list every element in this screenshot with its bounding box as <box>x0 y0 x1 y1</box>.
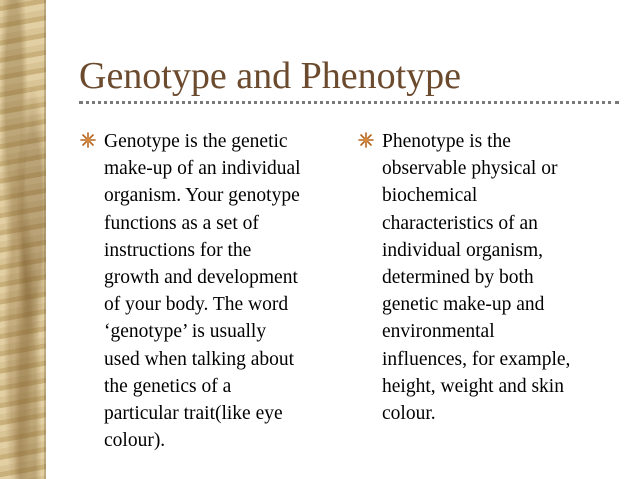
text-line: environmental <box>382 321 495 343</box>
text-line: colour). <box>104 430 166 452</box>
text-line: observable physical or <box>382 158 558 180</box>
text-line: colour. <box>382 403 436 425</box>
phenotype-text-block <box>382 128 622 427</box>
text-line: ‘genotype’ is usually <box>104 321 267 343</box>
text-line: influences, for example, <box>382 348 571 370</box>
text-line: the genetics of a <box>104 375 232 397</box>
text-line: determined by both <box>382 267 534 289</box>
slide-title: Genotype and Phenotype <box>79 55 462 97</box>
text-line: individual organism, <box>382 239 544 261</box>
text-line: particular trait(like eye <box>104 403 283 425</box>
text-line: instructions for the <box>104 239 252 261</box>
text-line: characteristics of an <box>382 212 538 234</box>
text-line: growth and development <box>104 267 298 289</box>
title-divider <box>79 101 619 104</box>
starburst-icon <box>358 132 374 148</box>
text-line: genetic make-up and <box>382 294 545 316</box>
genotype-text-block <box>104 128 354 454</box>
decorative-texture-strip <box>0 0 46 479</box>
text-line: Phenotype is the <box>382 131 511 152</box>
text-line: of your body. The word <box>104 294 289 316</box>
starburst-icon <box>80 132 96 148</box>
text-line: organism. Your genotype <box>104 185 300 207</box>
text-line: Genotype is the genetic <box>104 131 288 152</box>
text-line: biochemical <box>382 185 478 207</box>
text-line: used when talking about <box>104 348 295 370</box>
text-line: height, weight and skin <box>382 375 564 397</box>
text-line: make-up of an individual <box>104 158 301 180</box>
text-line: functions as a set of <box>104 212 259 234</box>
